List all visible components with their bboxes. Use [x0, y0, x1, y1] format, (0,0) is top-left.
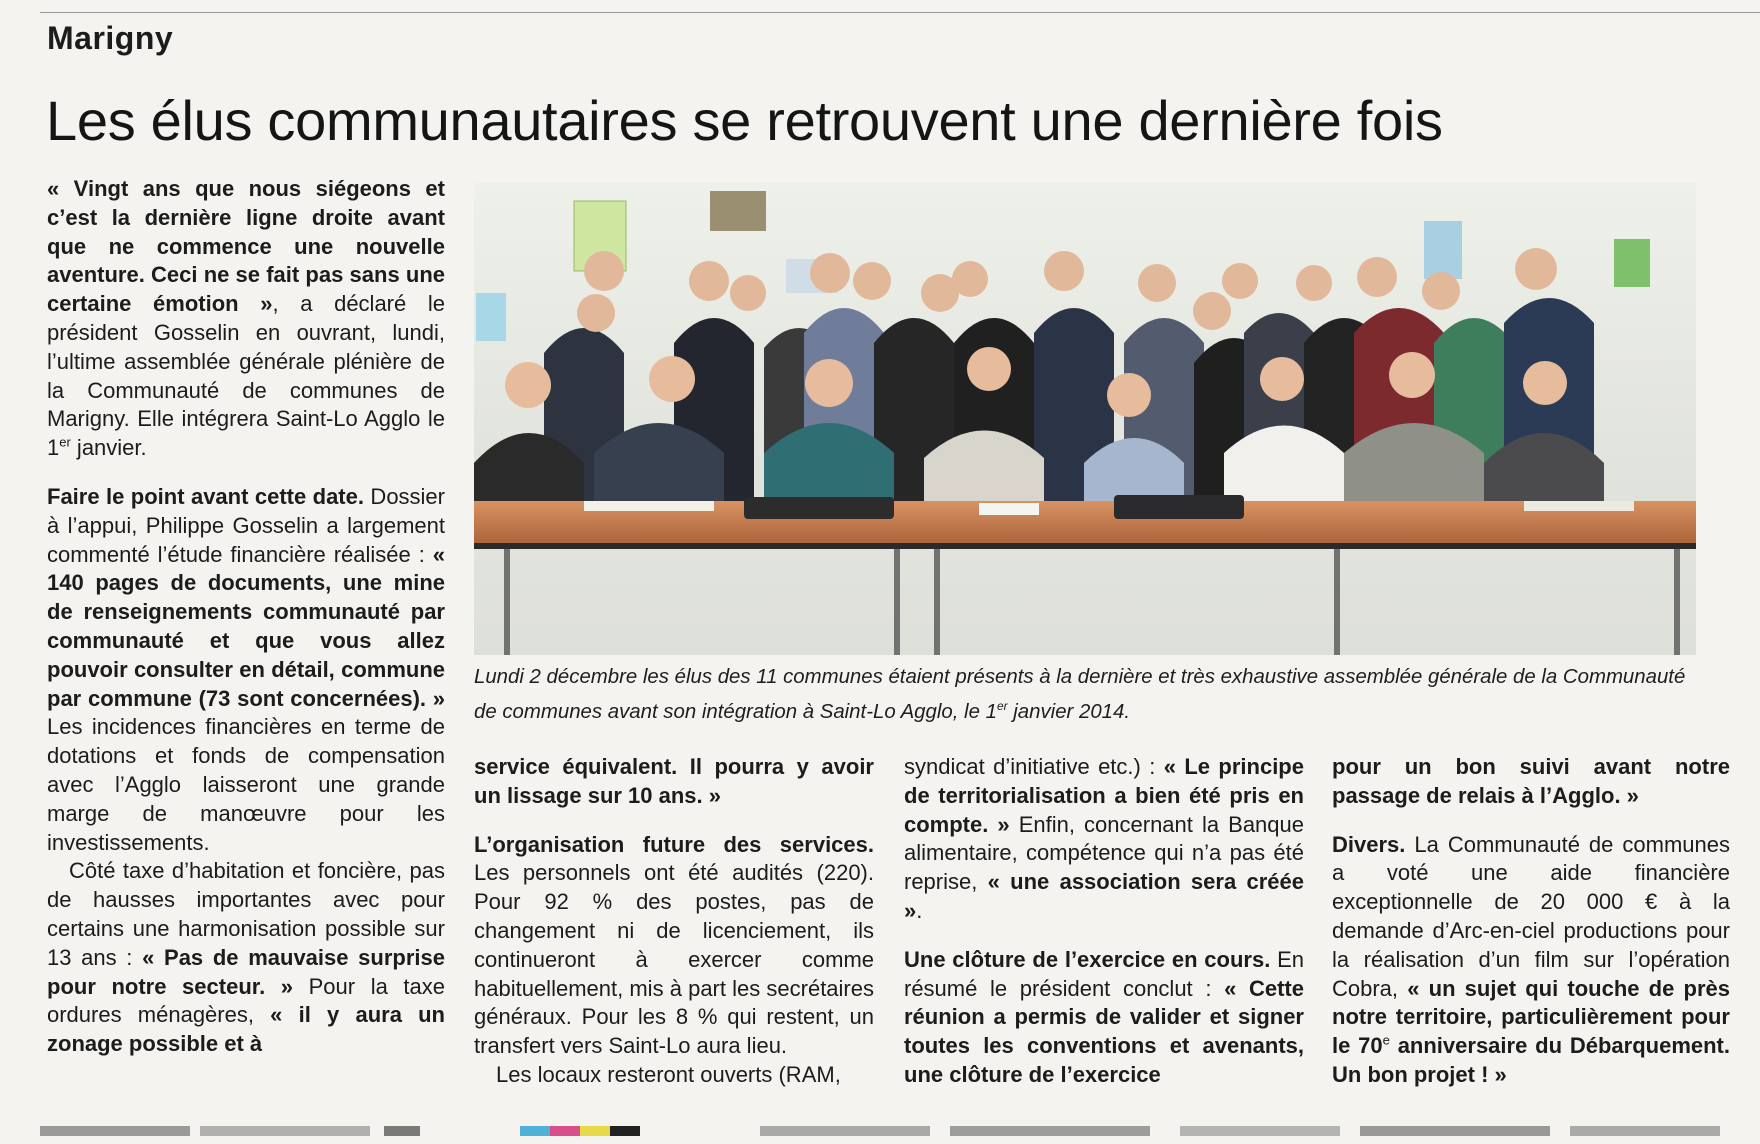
headline: Les élus communautaires se retrouvent une dernière fois	[46, 89, 1443, 152]
quote-intro: « Vingt ans que nous siégeons et c’est la dernière ligne droite avant que ne commence une nouvelle aventure. Ceci ne se fait pas sans une certaine émotion »	[47, 176, 445, 317]
print-registration-bar	[200, 1126, 370, 1136]
paragraph-financial	[47, 483, 445, 857]
intro-text: , a déclaré le président Gosselin en ouvrant, lundi, l’ultime assemblée générale plénière de la Communauté de communes de Marigny. Elle intégrera Saint-Lo Agglo le 1	[47, 291, 446, 461]
financial-text: Dossier à l’appui, Philippe Gosselin a largement commenté l’étude financière réalisée :	[47, 483, 445, 567]
caption-end: janvier 2014.	[1007, 700, 1131, 723]
taxes-text: Côté taxe d’habitation et foncière, pas de hausses importantes avec pour certains une harmonisation possible sur 13 ans :	[47, 858, 445, 970]
subhead-faire-le-point: Faire le point avant cette date.	[47, 483, 364, 509]
quote-territorialisation: « Le principe de territorialisation a bien été pris en compte. »	[904, 754, 1304, 837]
quote-surprise: « Pas de mauvaise surprise pour notre secteur. »	[47, 944, 445, 999]
quote-documents: « 140 pages de documents, une mine de renseignements communauté par communauté et que vous allez pouvoir consulter en détail, commune par commune (73 sont concernées). »	[47, 541, 445, 711]
subhead-divers: Divers.	[1332, 831, 1406, 857]
intro-sup: er	[59, 434, 71, 450]
divers-text: La Communauté de communes a voté une aide financière exceptionnelle de 20 000 € à la demande d’Arc-en-ciel productions pour la réalisation d’un film sur l’opération Cobra,	[1332, 831, 1730, 1001]
print-registration-bar	[1180, 1126, 1340, 1136]
caption-sup: er	[996, 699, 1008, 713]
quote-reunion: « Cette réunion a permis de valider et signer toutes les conventions et avenants, une clôture de l’exercice	[904, 975, 1304, 1087]
print-registration-bar	[40, 1126, 190, 1136]
paragraph-divers	[1332, 831, 1730, 1090]
group-photo-illustration	[474, 183, 1696, 655]
paragraph-suivi	[1332, 753, 1730, 811]
subhead-cloture: Une clôture de l’exercice en cours.	[904, 946, 1271, 972]
top-rule	[40, 12, 1760, 13]
caption-text: Lundi 2 décembre les élus des 11 communes étaient présents à la dernière et très exhaustive assemblée générale de la Communauté de communes avant son intégration à Saint-Lo Agglo, le 1	[474, 666, 1686, 723]
taxes-text-2: Pour la taxe ordures ménagères,	[47, 973, 445, 1028]
photo-caption	[474, 663, 1696, 727]
print-registration-bar	[760, 1126, 930, 1136]
article-column-4	[1332, 753, 1730, 1090]
financial-text-2: Les incidences financières en terme de dotations et fonds de compensation avec l’Agglo laisseront une grande marge de manœuvre pour les investissements.	[47, 714, 445, 855]
article-column-1	[47, 175, 445, 1059]
paragraph-cloture	[904, 946, 1304, 1090]
quote-zonage: « il y aura un zonage possible et à	[47, 1002, 445, 1057]
quote-sujet-end: anniversaire du Débarquement. Un bon projet ! »	[1332, 1033, 1730, 1087]
paragraph-taxes	[47, 857, 445, 1059]
print-registration-bar	[580, 1126, 610, 1136]
paragraph-locaux: Les locaux resteront ouverts (RAM,	[496, 1061, 841, 1087]
paragraph-lissage	[474, 753, 874, 811]
print-registration-bar	[520, 1126, 550, 1136]
intro-end: janvier.	[70, 435, 147, 461]
syndicat-text: syndicat d’initiative etc.) :	[904, 754, 1164, 779]
quote-association: « une association sera créée »	[904, 869, 1304, 923]
print-registration-bar	[950, 1126, 1150, 1136]
subhead-organisation: L’organisation future des services.	[474, 831, 874, 857]
paragraph-territorialisation	[904, 753, 1304, 926]
print-registration-bar	[1360, 1126, 1550, 1136]
territorialisation-end: .	[916, 897, 923, 923]
anniversaire-sup: e	[1382, 1032, 1390, 1048]
paragraph-services	[474, 831, 874, 1061]
print-registration-bar	[550, 1126, 580, 1136]
article-column-3	[904, 753, 1304, 1090]
print-registration-bar	[1570, 1126, 1720, 1136]
services-text: Les personnels ont été audités (220). Pour 92 % des postes, pas de changement ni de licenciement, ils continueront à exercer comme habituellement, mis à part les secrétaires généraux. Pour les 8 % qui restent, un transfert vers Saint-Lo aura lieu.	[474, 860, 874, 1059]
quote-lissage: service équivalent. Il pourra y avoir un lissage sur 10 ans. »	[474, 754, 874, 808]
print-registration-bar	[384, 1126, 420, 1136]
section-label: Marigny	[47, 20, 174, 56]
cloture-text: En résumé le président conclut :	[904, 946, 1304, 1001]
banque-text: Enfin, concernant la Banque alimentaire, compétence qui n’a pas été reprise,	[904, 811, 1304, 895]
group-photo	[474, 183, 1696, 655]
quote-suivi: pour un bon suivi avant notre passage de relais à l’Agglo. »	[1332, 754, 1730, 808]
article-column-2	[474, 753, 874, 1090]
quote-sujet: « un sujet qui touche de près notre territoire, particulièrement pour le 70	[1332, 975, 1730, 1059]
print-registration-bar	[610, 1126, 640, 1136]
paragraph-intro	[47, 175, 445, 463]
